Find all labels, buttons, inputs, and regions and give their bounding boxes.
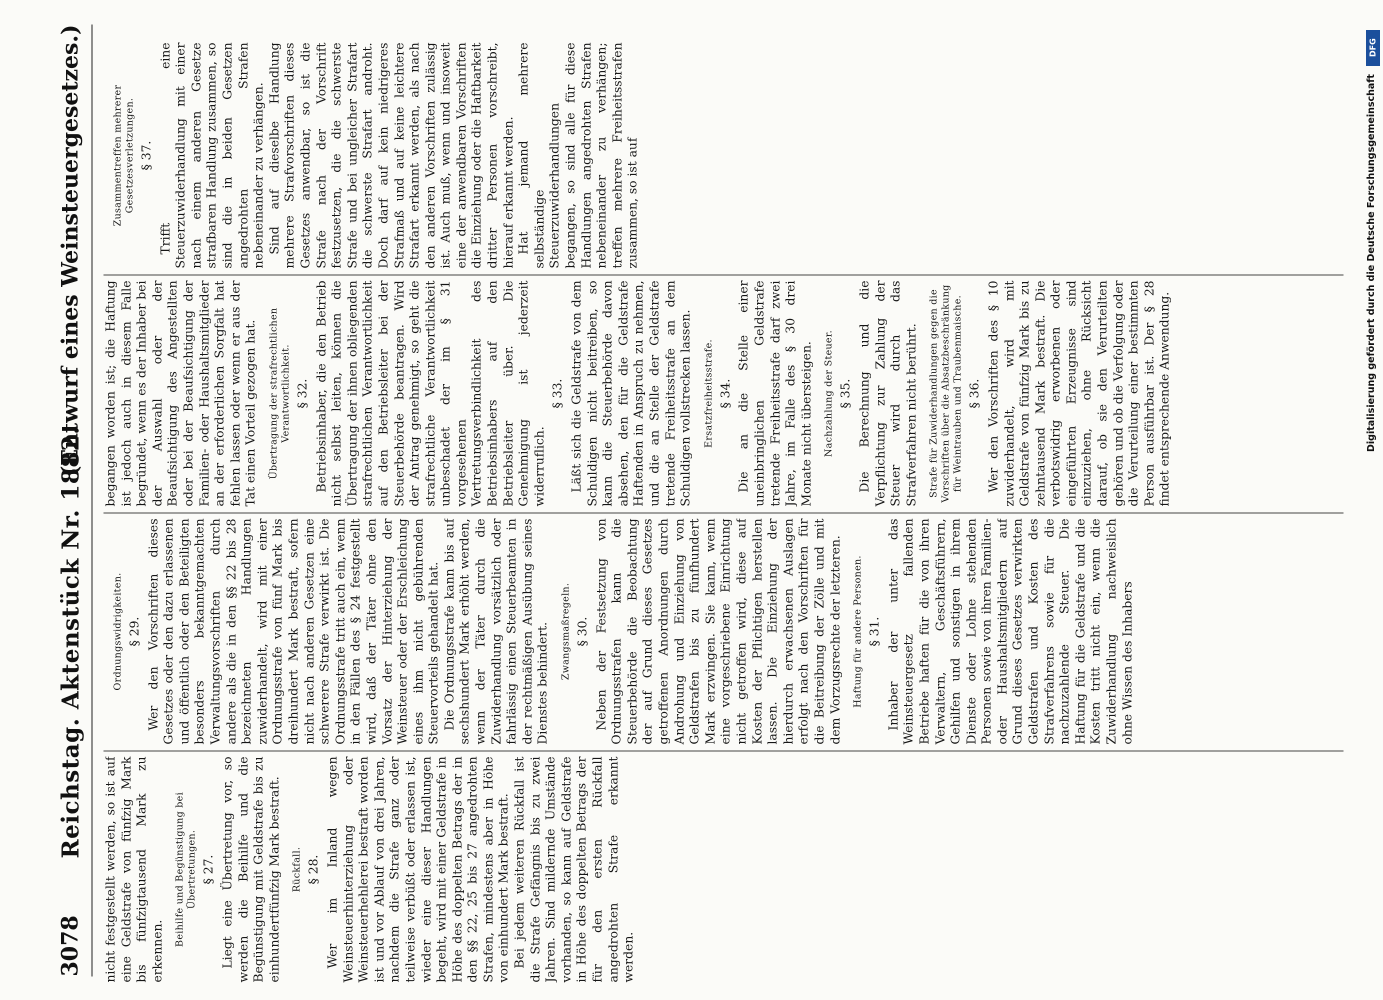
digitization-sidebar bbox=[1366, 30, 1380, 970]
section-rubric: Rückfall. bbox=[291, 846, 303, 893]
body-paragraph: Inhaber der unter das Weinsteuergesetz fallenden Betriebe haften für die von ihren Verwaltern, Geschäftsführern, Gehilfen und sonstigen in ihrem Dienste oder Lohne stehenden Personen sowie von ihren Familien- oder Haushaltsmitgliedern auf Grund dieses Gesetzes verwirkten Geldstrafen und Kosten des Strafverfahrens sowie für die nachzuzahlende Steuer. Die Haftung für die Geldstrafe und die Kosten tritt nicht ein, wenn die Zuwiderhandlung nachweislich ohne Wissen des Inhabers bbox=[886, 518, 1135, 745]
text-column-1 bbox=[104, 757, 1354, 983]
body-paragraph: Trifft eine Steuerzuwiderhandlung mit einer nach einem anderen Gesetze strafbaren Handlung zusammen, so sind die in beiden Gesetzen angedrohten Strafen nebeneinander zu verhängen. bbox=[158, 42, 266, 269]
column-divider bbox=[104, 513, 1344, 514]
page-header bbox=[52, 25, 93, 977]
section-number: § 33. bbox=[550, 378, 565, 409]
body-paragraph: nicht festgestellt werden, so ist auf eine Geldstrafe von fünfzig Mark bis fünfzigtausend Mark zu erkennen. bbox=[103, 756, 165, 983]
section-number: § 30. bbox=[575, 616, 590, 647]
page-number: 3078 bbox=[57, 915, 84, 977]
body-paragraph: Wer den Vorschriften dieses Gesetzes oder den dazu erlassenen und öffentlich oder den Beteiligten besonders bekanntgemachten Verwaltungsvorschriften durch andere als die in den §§ 22 bis 28 bezeichneten Handlungen zuwiderhandelt, wird mit einer Ordnungsstrafe von fünf Mark bis dreihundert Mark bestraft, sofern nicht nach anderen Gesetzen eine schwerere Strafe verwirkt ist. Die Ordnungsstrafe tritt auch ein, wenn in den Fällen des § 24 festgestellt wird, daß der Täter ohne den Vorsatz der Hinterziehung der Weinsteuer oder der Erschleichung eines ihm nicht gebührenden Steuervorteils gehandelt hat. bbox=[146, 518, 441, 745]
section-rubric: Haftung für andere Personen. bbox=[852, 555, 864, 708]
body-paragraph: Bei jedem weiteren Rückfall ist die Strafe Gefängnis bis zu zwei Jahren. Sind mildernde Umstände vorhanden, so kann auf Geldstrafe in Höhe des doppelten Betrags der für den ersten Rückfall angedrohten Strafe erkannt werden. bbox=[512, 756, 636, 983]
body-paragraph: begangen worden ist; die Haftung ist jedoch auch in diesem Falle begründet, wenn es der Inhaber bei der Auswahl oder der Beaufsichtigung des Angestellten oder bei der Beaufsichtigung der Familien- oder Haushaltsmitglieder an der erforderlichen Sorgfalt hat fehlen lassen oder wenn er aus der Tat einen Vorteil gezogen hat. bbox=[103, 280, 258, 507]
dfg-logo: DFG bbox=[1366, 30, 1380, 66]
section-rubric: Ordnungswidrigkeiten. bbox=[112, 572, 124, 691]
body-paragraph: Liegt eine Übertretung vor, so werden die Beihilfe und die Begünstigung mit Geldstrafe bis zu einhundertfünfzig Mark bestraft. bbox=[220, 756, 282, 983]
section-number: § 36. bbox=[967, 378, 982, 409]
rotated-document bbox=[0, 1, 1383, 1000]
body-paragraph: Wer im Inland wegen Weinsteuerhinterziehung oder Weinsteuerhehlerei bestraft worden ist und vor Ablauf von drei Jahren, nachdem die Strafe ganz oder teilweise verbüßt oder erlassen ist, wieder eine dieser Handlungen begeht, wird mit einer Geldstrafe in Höhe des doppelten Betrags der in den §§ 22, 25 bis 27 angedrohten Strafen, mindestens aber in Höhe von einhundert Mark bestraft. bbox=[325, 756, 511, 983]
section-rubric: Strafe für Zuwiderhandlungen gegen die Vorschriften über die Absatzbeschränkung für Weintrauben und Traubenmaische. bbox=[928, 284, 964, 503]
section-rubric: Beihilfe und Begünstigung bei Übertretungen. bbox=[174, 792, 198, 947]
header-title: Reichstag. Aktenstück Nr. 1882. bbox=[57, 426, 85, 859]
column-divider bbox=[104, 751, 1344, 752]
digitization-credit: Digitalisierung gefördert durch die Deutsche Forschungsgemeinschaft bbox=[1366, 74, 1377, 452]
section-number: § 27. bbox=[201, 854, 216, 885]
body-paragraph: Die Berechnung und die Verpflichtung zur Zahlung der Steuer wird durch das Strafverfahren nicht berührt. bbox=[857, 280, 919, 507]
section-rubric: Zusammentreffen mehrerer Gesetzesverletzungen. bbox=[112, 84, 136, 227]
section-rubric: Nachzahlung der Steuer. bbox=[823, 330, 835, 457]
section-number: § 28. bbox=[306, 854, 321, 885]
body-paragraph: Läßt sich die Geldstrafe von dem Schuldigen nicht beitreiben, so kann die Steuerbehörde davon absehen, den für die Geldstrafe Haftenden in Anspruch zu nehmen, und die an Stelle der Geldstrafe tretende Freiheitsstrafe an dem Schuldigen vollstrecken lassen. bbox=[569, 280, 693, 507]
body-paragraph: Die an die Stelle einer uneinbringlichen Geldstrafe tretende Freiheitsstrafe darf zwei Jahre, im Falle des § 30 drei Monate nicht übersteigen. bbox=[736, 280, 814, 507]
section-rubric: Zwangsmaßregeln. bbox=[560, 582, 572, 681]
section-number: § 31. bbox=[867, 616, 882, 647]
body-paragraph: Neben der Festsetzung von Ordnungsstrafen kann die Steuerbehörde die Beobachtung der auf Grund dieses Gesetzes getroffenen Anordnungen durch Androhung und Einziehung von Geldstrafen bis zu fünfhundert Mark erzwingen. Sie kann, wenn eine vorgeschriebene Einrichtung nicht getroffen wird, diese auf Kosten der Pflichtigen herstellen lassen. Die Einziehung der hierdurch erwachsenen Auslagen erfolgt nach den Vorschriften für die Beitreibung der Zölle und mit dem Vorzugsrechte der letzteren. bbox=[594, 518, 843, 745]
body-paragraph: Wer den Vorschriften des § 10 zuwiderhandelt, wird mit Geldstrafe von fünfzig Mark bis zu zehntausend Mark bestraft. Die verbotswidrig erworbenen oder eingeführten Erzeugnisse sind einzuziehen, ohne Rücksicht darauf, ob sie den Verurteilten gehören und ob die Verfolgung oder die Verurteilung einer bestimmten Person ausführbar ist. Der § 28 findet entsprechende Anwendung. bbox=[986, 280, 1172, 507]
section-number: § 29. bbox=[127, 616, 142, 647]
column-divider bbox=[104, 275, 1344, 276]
section-rubric: Übertragung der strafrechtlichen Verantwortlichkeit. bbox=[268, 307, 292, 480]
text-column-4 bbox=[104, 43, 1354, 269]
text-column-2 bbox=[104, 519, 1354, 745]
section-rubric: Ersatzfreiheitsstrafe. bbox=[703, 339, 715, 448]
text-column-3 bbox=[104, 281, 1354, 507]
body-paragraph: Hat jemand mehrere selbständige Steuerzuwiderhandlungen begangen, so sind alle für diese Handlungen angedrohten Strafen nebeneinander zu verhängen; treffen mehrere Freiheitsstrafen zusammen, so ist auf bbox=[516, 42, 640, 269]
section-number: § 34. bbox=[718, 378, 733, 409]
header-document-title: (Entwurf eines Weinsteuergesetzes.) bbox=[57, 24, 84, 477]
section-number: § 35. bbox=[838, 378, 853, 409]
body-paragraph: Die Ordnungsstrafe kann bis auf sechshundert Mark erhöht werden, wenn der Täter durch die Zuwiderhandlung vorsätzlich oder fahrlässig einen Steuerbeamten in der rechtmäßigen Ausübung seines Dienstes behindert. bbox=[442, 518, 550, 745]
body-paragraph: Betriebsinhaber, die den Betrieb nicht selbst leiten, können die Übertragung der ihnen obliegenden strafrechtlichen Verantwortlichkeit auf den Betriebsleiter bei der Steuerbehörde beantragen. Wird der Antrag genehmigt, so geht die strafrechtliche Verantwortlichkeit unbeschadet der im § 31 vorgesehenen Vertretungsverbindlichkeit des Betriebsinhabers auf den Betriebsleiter über. Die Genehmigung ist jederzeit widerruflich. bbox=[314, 280, 547, 507]
body-paragraph: Sind auf dieselbe Handlung mehrere Strafvorschriften dieses Gesetzes anwendbar, so ist die Strafe nach der Vorschrift festzusetzen, die die schwerste Strafe und bei ungleicher Strafart die schwerste Strafart androht. Doch darf auf kein niedrigeres Strafmaß und auf keine leichtere Strafart erkannt werden, als nach den anderen Vorschriften zulässig ist. Auch muß, wenn und insoweit eine der anwendbaren Vorschriften die Einziehung oder die Haftbarkeit dritter Personen vorschreibt, hierauf erkannt werden. bbox=[267, 42, 516, 269]
section-number: § 37. bbox=[139, 140, 154, 171]
section-number: § 32. bbox=[295, 378, 310, 409]
